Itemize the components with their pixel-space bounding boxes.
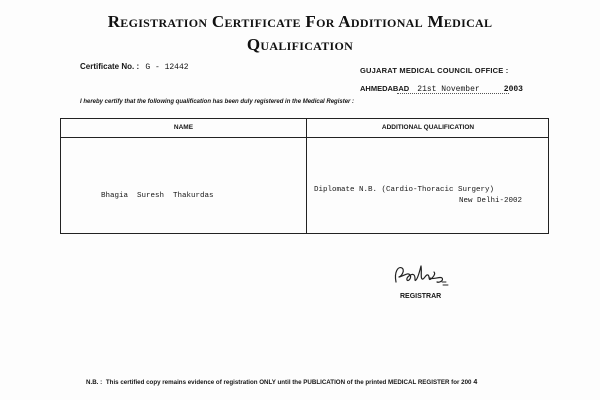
certificate-number <box>80 62 189 72</box>
certificate-number-value: G - 12442 <box>145 63 189 72</box>
date-dotted-line <box>397 93 509 94</box>
signature-icon <box>390 258 460 290</box>
footer-nb-label: N.B. : <box>86 379 103 386</box>
office-place: AHMEDABAD <box>360 84 410 93</box>
certify-statement: I hereby certify that the following qualification has been duly registered in the Medical Register : <box>80 99 355 105</box>
certificate-title-line2: Qualification <box>246 35 354 54</box>
table-header-name: NAME <box>173 124 194 131</box>
table-cell-qualification: Diplomate N.B. (Cardio-Thoracic Surgery) <box>314 186 495 194</box>
qualification-table <box>60 118 549 234</box>
table-cell-name: Bhagia Suresh Thakurdas <box>101 192 214 200</box>
certificate-title-line1: Registration Certificate For Additional Medical <box>107 12 493 31</box>
issue-year: 2003 <box>503 85 523 94</box>
footer-note <box>86 379 477 387</box>
table-cell-qualification-place: New Delhi-2002 <box>459 197 523 205</box>
footer-year-digit: 4 <box>473 379 478 387</box>
footer-nb-text: This certified copy remains evidence of registration ONLY until the PUBLICATION of the printed MEDICAL REGISTER for 200 <box>105 379 472 386</box>
certificate-number-label: Certificate No. : <box>80 62 140 71</box>
registrar-label: REGISTRAR <box>400 293 442 300</box>
issue-date: 21st November <box>417 85 480 94</box>
council-office-name: GUJARAT MEDICAL COUNCIL OFFICE : <box>360 66 509 75</box>
table-header-qualification: ADDITIONAL QUALIFICATION <box>381 124 475 131</box>
table-header-divider <box>61 137 548 138</box>
